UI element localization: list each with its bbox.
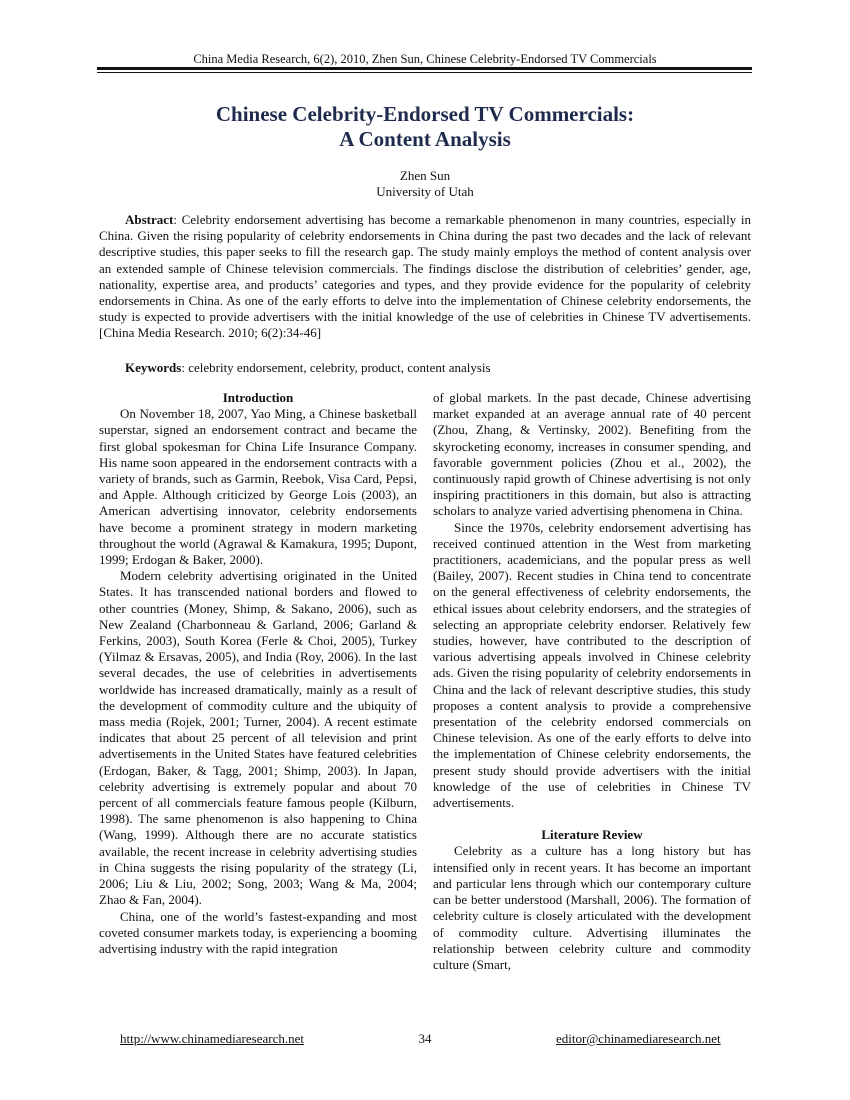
keywords	[125, 360, 750, 376]
website-link[interactable]: http://www.chinamediaresearch.net	[120, 1031, 304, 1046]
intro-paragraph-4: Since the 1970s, celebrity endorsement advertising has received continued attention in the West from marketing practitioners, academicians, and the popular press as well (Bailey, 2007). Recent studies in China tend to concentrate on the general effectiveness of celebrity endorsements, the ethical issues about celebrity endorsers, and the strategies of selecting an appropriate celebrity endorser. Relatively few studies, however, have contributed to the description of various advertising appeals involved in Chinese celebrity ads. Given the rising popularity of celebrity endorsements in China and the lack of relevant descriptive studies, this study proposes a content analysis to provide a comprehensive presentation of the celebrity endorsed commercials on Chinese television. As one of the early efforts to delve into the implementation of Chinese celebrity endorsements, the present study should provide advertisers with the initial knowledge of the use of celebrities in Chinese TV advertisements.	[433, 519, 751, 811]
author-affiliation: University of Utah	[376, 184, 474, 199]
abstract-text: : Celebrity endorsement advertising has become a remarkable phenomenon in many countries, especially in China. Given the rising popularity of celebrity endorsements in China during the past two decades and the lack of relevant descriptive studies, this paper seeks to fill the research gap. The study mainly employs the method of content analysis over an extended sample of Chinese television commercials. The findings disclose the distribution of celebrities’ gender, age, nationality, expertise area, and products’ categories and types, and they provide evidence for the popularity of celebrity endorsements in China. As one of the early efforts to delve into the implementation of Chinese celebrity endorsements, the study is expected to provide advertisers with the initial knowledge of the use of celebrities in Chinese TV advertisements. [China Media Research. 2010; 6(2):34-46]	[99, 212, 751, 341]
email-link[interactable]: editor@chinamediaresearch.net	[556, 1031, 721, 1046]
header-rule-thin	[97, 72, 752, 73]
right-column	[433, 390, 751, 973]
title-line-2: A Content Analysis	[339, 127, 511, 151]
intro-paragraph-3-continued: of global markets. In the past decade, Chinese advertising market expanded at an average annual rate of 40 percent (Zhou, Zhang, & Vertinsky, 2002). Benefiting from the skyrocketing economy, increases in consumer spending, and favorable government policies (Zhou et al., 2002), the continuously rapid growth of Chinese advertising is not only inspiring practitioners in this domain, but also is attracting scholars to analyze varied advertising phenomena in China.	[433, 390, 751, 519]
intro-paragraph-3: China, one of the world’s fastest-expanding and most coveted consumer markets today, is experiencing a booming advertising industry with the rapid integration	[99, 908, 417, 956]
left-column	[99, 390, 417, 957]
footer-email	[556, 1031, 721, 1047]
author-name: Zhen Sun	[399, 168, 451, 183]
keywords-label: Keywords	[125, 360, 182, 375]
paper-title	[0, 102, 850, 152]
literature-paragraph-1: Celebrity as a culture has a long history but has intensified only in recent years. It has become an important and particular lens through which our contemporary culture can be better understood (Marshall, 2006). The formation of celebrity culture is closely articulated with the development of commodity culture. Advertising illuminates the relationship between celebrity culture and commodity culture (Smart,	[433, 843, 751, 972]
abstract	[99, 212, 751, 342]
title-line-1: Chinese Celebrity-Endorsed TV Commercials:	[215, 102, 635, 126]
running-head: China Media Research, 6(2), 2010, Zhen Sun, Chinese Celebrity-Endorsed TV Commercials	[193, 52, 657, 66]
section-heading-literature-review: Literature Review	[541, 827, 643, 843]
abstract-label: Abstract	[125, 212, 174, 227]
page-number: 34	[418, 1031, 432, 1046]
intro-paragraph-2: Modern celebrity advertising originated in the United States. It has transcended national borders and flowed to other countries (Money, Shimp, & Sakano, 2006), such as New Zealand (Charbonneau & Garland, 2006; Garland & Ferkins, 2003), South Korea (Ferle & Choi, 2005), Turkey (Yilmaz & Ersavas, 2005), and India (Roy, 2006). In the last several decades, the use of celebrities in advertisements worldwide has increased dramatically, mainly as a result of the development of commodity culture and the ubiquity of mass media (Rojek, 2001; Turner, 2004). A recent estimate indicates that about 25 percent of all television and print advertisements in the United States have featured celebrities (Erdogan, Baker, & Tagg, 2001; Shimp, 2003). In Japan, celebrity advertising is extremely popular and about 70 percent of all commercials feature famous people (Kilburn, 1998). The same phenomenon is also happening to China (Wang, 1999). Although there are no accurate statistics available, the recent increase in celebrity advertising studies in China suggests the rising popularity of the strategy (Li, 2006; Liu & Liu, 2002; Song, 2003; Wang & Ma, 2004; Zhao & Fan, 2004).	[99, 568, 417, 908]
intro-paragraph-1: On November 18, 2007, Yao Ming, a Chinese basketball superstar, signed an endorsement contract and became the first global spokesman for China Life Insurance Company. His name soon appeared in the endorsement contracts with a variety of brands, such as Garmin, Reebok, Visa Card, Pepsi, and Apple. Although criticized by George Lois (2003), an American advertising innovator, celebrity endorsements have become a prominent strategy in modern marketing throughout the world (Agrawal & Kamakura, 1995; Dupont, 1999; Erdogan & Baker, 2000).	[99, 406, 417, 568]
header-rule-thick	[97, 67, 752, 70]
keywords-text: : celebrity endorsement, celebrity, product, content analysis	[181, 360, 491, 375]
author-block	[0, 168, 850, 200]
section-heading-introduction: Introduction	[222, 390, 294, 405]
